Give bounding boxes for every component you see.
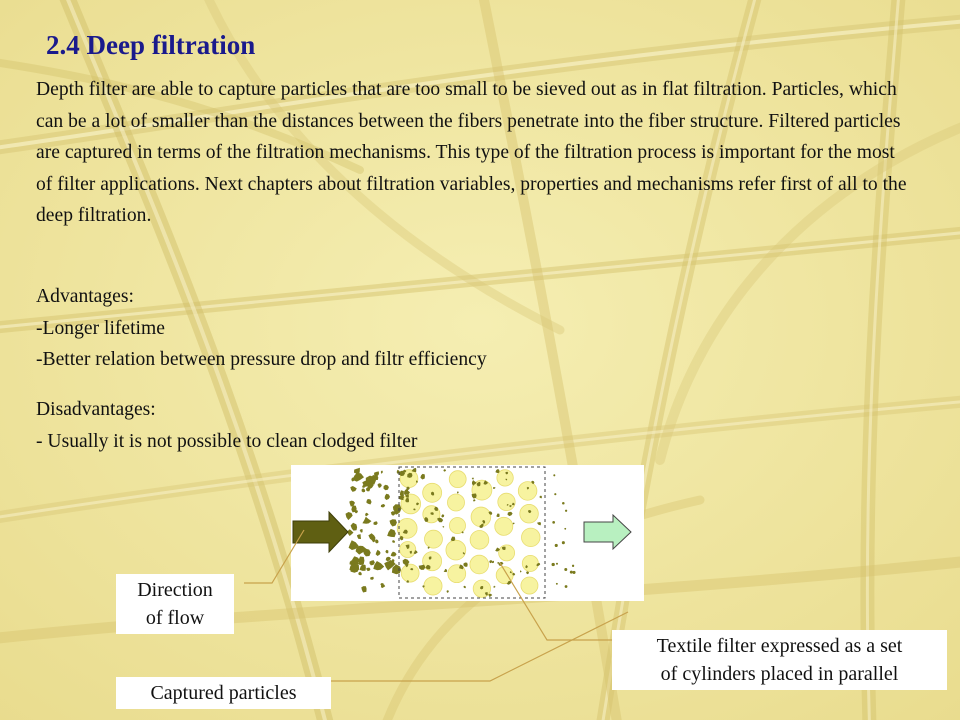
advantage-item: -Longer lifetime bbox=[36, 317, 165, 339]
particle bbox=[572, 571, 575, 574]
filter-cylinder bbox=[470, 530, 489, 549]
intro-paragraph: Depth filter are able to capture particles that are too small to be sieved out as in flat filtration. Particles, which can be a lot of smaller than the distances between the fibers penetrate into the fiber structure. Filtered particles are captured in terms of the filtration mechanisms. This type of the filtration process is important for the most of filter applications. Next chapters about filtration variables, properties and mechanisms refer first of all to the deep filtration. bbox=[36, 79, 907, 227]
filter-cylinder bbox=[397, 518, 417, 538]
filter-cylinder bbox=[423, 552, 442, 571]
filter-cylinder bbox=[470, 555, 489, 574]
depth-filtration-diagram bbox=[291, 465, 644, 601]
particle bbox=[555, 544, 558, 547]
particle bbox=[564, 528, 566, 530]
filter-cylinder bbox=[449, 518, 465, 534]
particle bbox=[556, 563, 558, 565]
filter-cylinder bbox=[401, 564, 419, 582]
filter-cylinder bbox=[400, 541, 416, 557]
filter-cylinder bbox=[425, 530, 443, 548]
filter-cylinder bbox=[522, 555, 538, 571]
callout-captured-particles: Captured particles bbox=[116, 677, 331, 709]
advantage-item: -Better relation between pressure drop and filtr efficiency bbox=[36, 349, 487, 371]
particle bbox=[565, 510, 567, 512]
disadvantages-list bbox=[36, 394, 417, 457]
particle bbox=[570, 571, 573, 574]
filter-cylinder bbox=[447, 494, 464, 511]
disadvantage-item: - Usually it is not possible to clean clodged filter bbox=[36, 430, 418, 452]
particle bbox=[562, 541, 565, 544]
particle bbox=[552, 521, 555, 524]
filter-cylinder bbox=[499, 545, 515, 561]
filter-cylinder bbox=[449, 471, 466, 488]
callout-direction-of-flow bbox=[116, 574, 234, 634]
callout-line: of cylinders placed in parallel bbox=[660, 663, 899, 685]
filter-cylinder bbox=[498, 493, 515, 510]
particle bbox=[572, 565, 574, 567]
particle bbox=[556, 583, 558, 585]
advantages-list bbox=[36, 281, 487, 376]
filter-cylinder bbox=[495, 517, 513, 535]
filter-cylinder bbox=[497, 470, 513, 486]
filter-cylinder bbox=[518, 482, 537, 501]
particle bbox=[564, 568, 567, 571]
advantages-heading: Advantages: bbox=[36, 286, 134, 307]
particle bbox=[552, 563, 555, 566]
particle bbox=[554, 493, 556, 495]
callout-line: of flow bbox=[145, 607, 205, 629]
filter-cylinder bbox=[520, 504, 539, 523]
callout-textile-filter bbox=[612, 630, 947, 690]
filter-cylinder bbox=[521, 577, 538, 594]
particle bbox=[565, 585, 568, 588]
particle bbox=[562, 502, 565, 505]
particle bbox=[413, 509, 415, 511]
filter-cylinder bbox=[446, 540, 466, 560]
filter-cylinder bbox=[471, 507, 491, 527]
particle bbox=[553, 474, 555, 476]
disadvantages-heading: Disadvantages: bbox=[36, 399, 156, 420]
slide-title: 2.4 Deep filtration bbox=[46, 30, 256, 60]
callout-line: Direction bbox=[137, 579, 213, 601]
callout-line: Textile filter expressed as a set bbox=[656, 635, 903, 657]
filter-cylinder bbox=[521, 528, 540, 547]
filter-cylinder bbox=[424, 577, 442, 595]
